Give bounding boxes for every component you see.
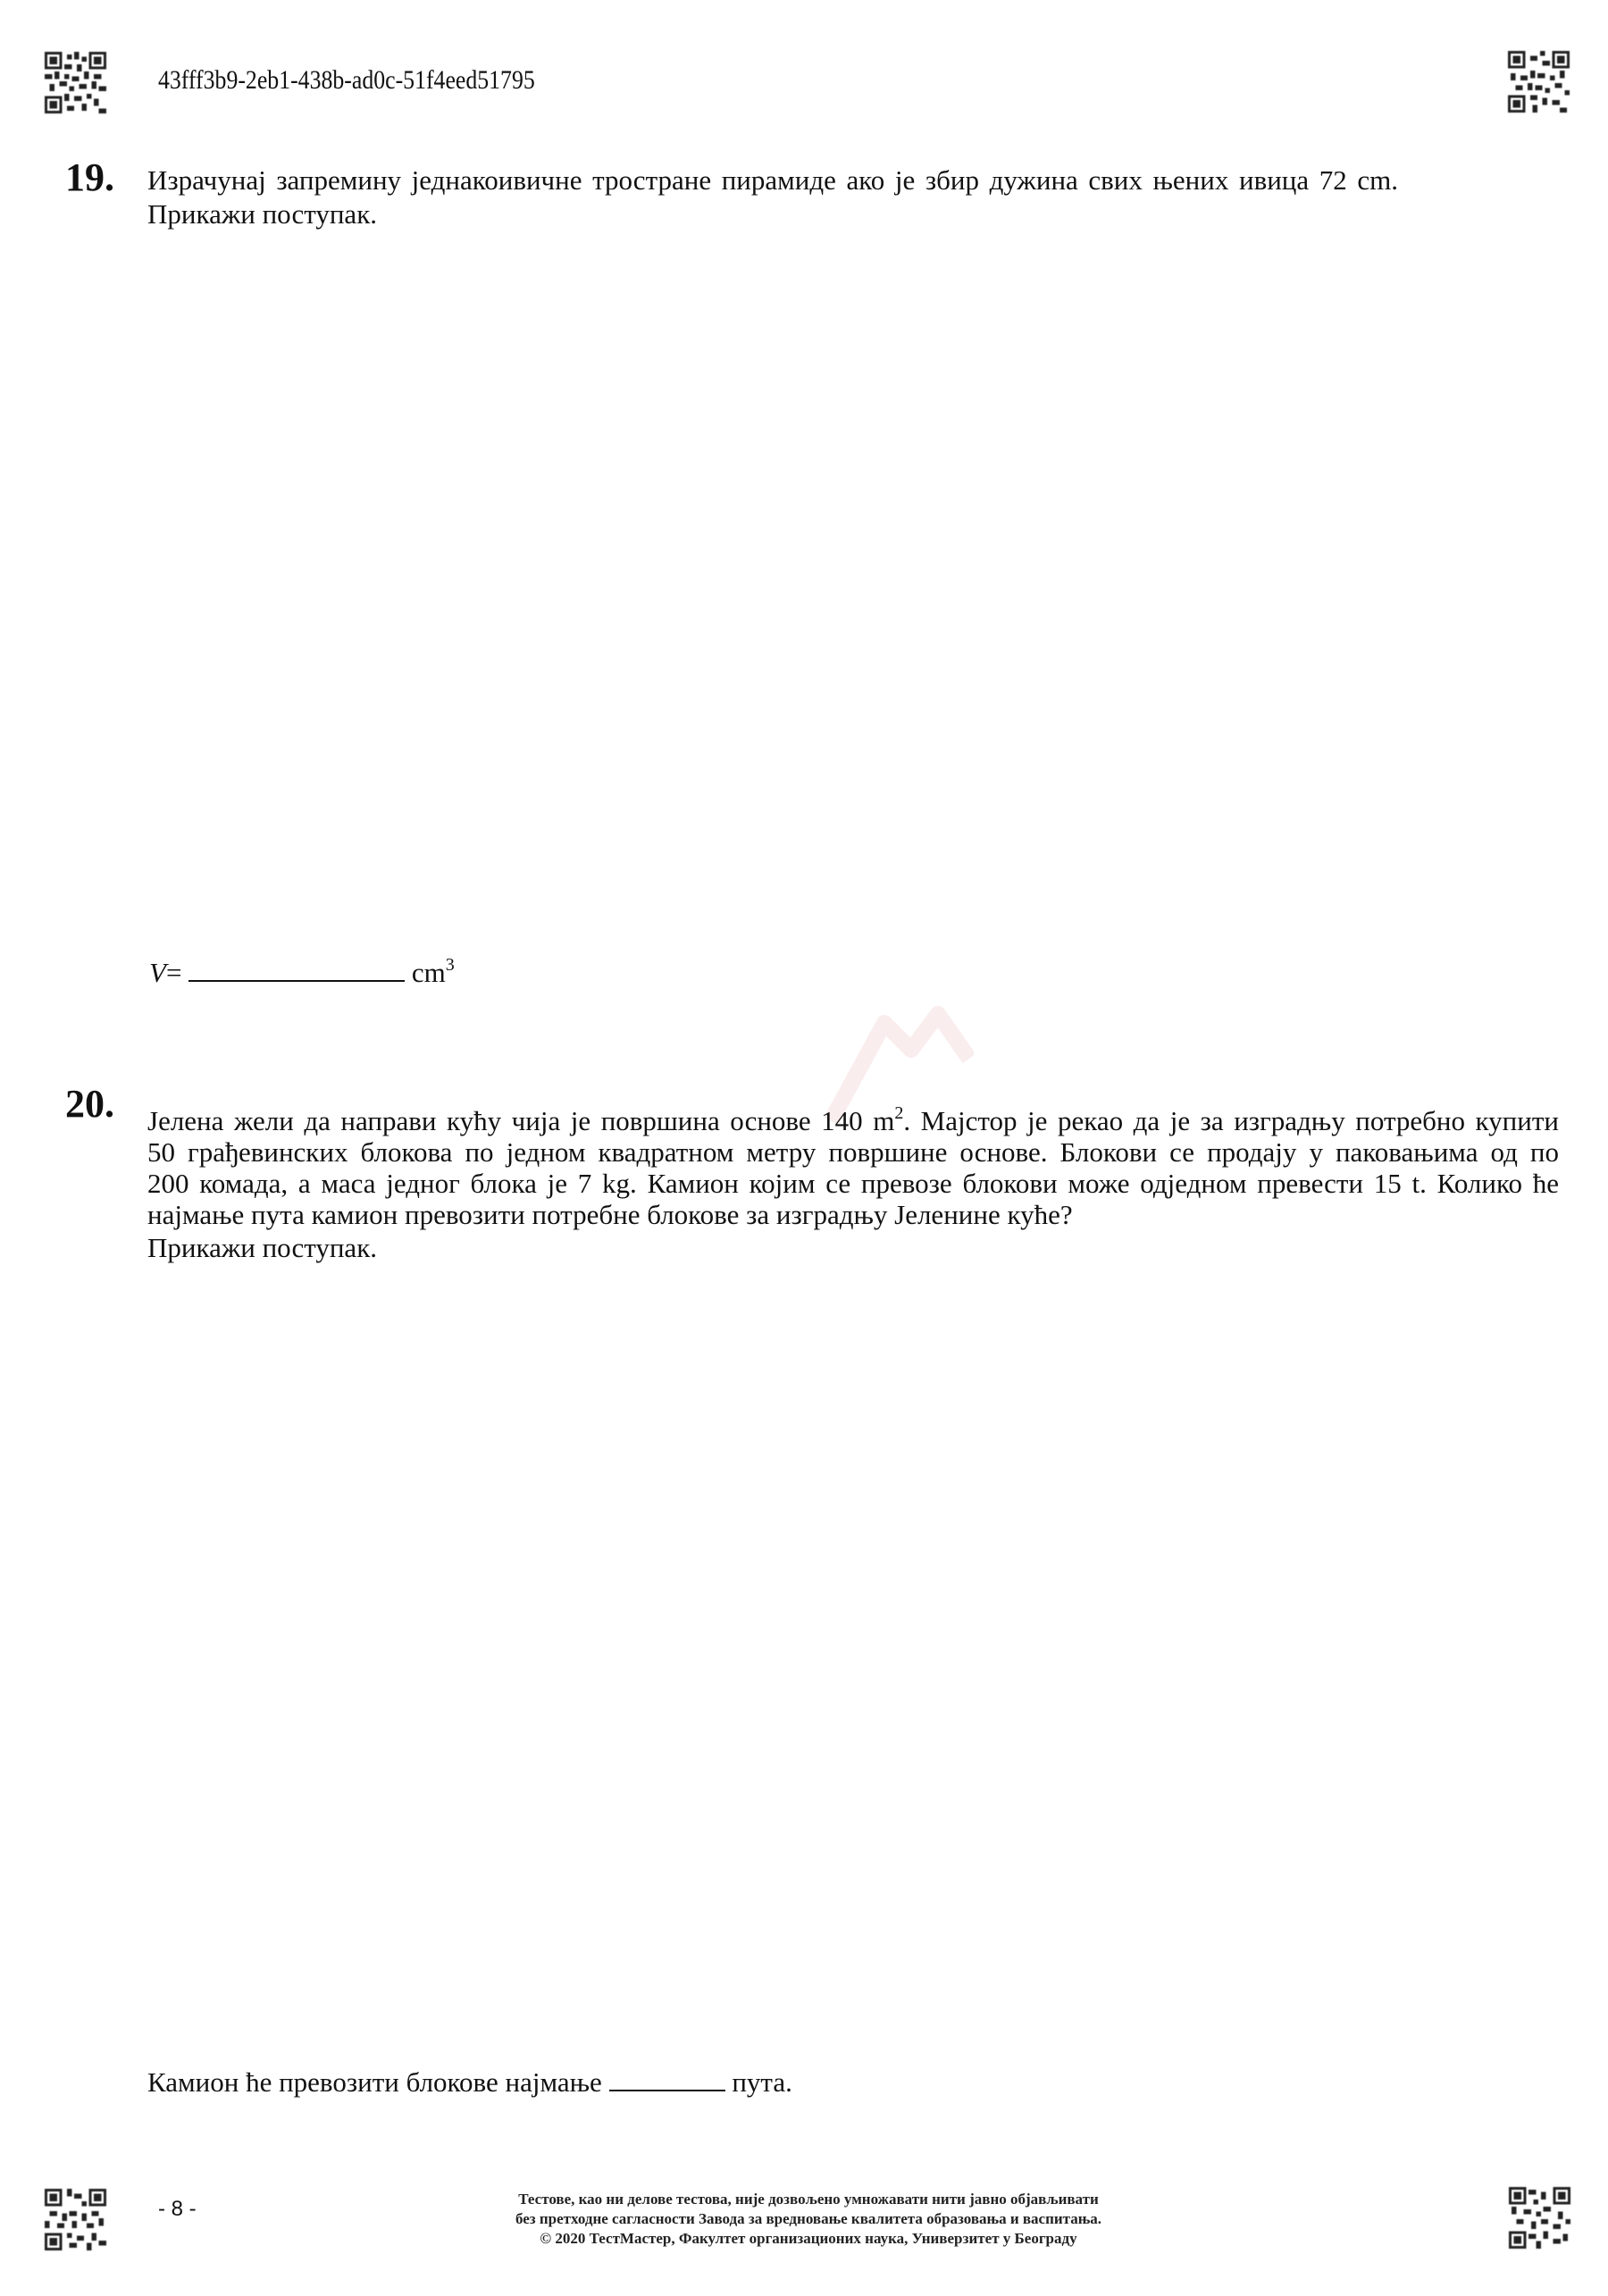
- volume-unit-exponent: 3: [445, 954, 455, 975]
- area-exponent: 2: [894, 1105, 904, 1123]
- copyright-notice: [429, 2190, 1188, 2249]
- qr-code-top-right-icon: [1508, 51, 1570, 113]
- qr-code-top-left-icon: [45, 52, 106, 113]
- question-20-text-line-1: [147, 1105, 1559, 1137]
- page-number: - 8 -: [158, 2197, 197, 2221]
- document-id: 43fff3b9-2eb1-438b-ad0c-51f4eed51795: [158, 65, 535, 95]
- copyright-notice-line-2: без претходне сагласности Завода за вредновање квалитета образовања и васпитања.: [515, 2210, 1102, 2227]
- volume-answer-blank[interactable]: [188, 978, 405, 982]
- equals-sign: =: [165, 957, 182, 988]
- question-20-text-line-2: 50 грађевинских блокова по једном квадратном метру површине основе. Блокови се продају у паковањима од по: [147, 1136, 1559, 1168]
- answer-prefix: Камион ће превозити блокове најмање: [147, 2066, 602, 2098]
- question-19-text-line-2: Прикажи поступак.: [147, 198, 378, 230]
- question-20-text-line-3: 200 комада, а маса једног блока је 7 kg. Камион којим се превозе блокови може одједном превести 15 t. Колико ће: [147, 1168, 1559, 1199]
- question-20-text-line-1b: . Мајстор је рекао да је за изградњу потребно купити: [903, 1105, 1559, 1136]
- question-19-answer: [149, 954, 455, 989]
- volume-label: V: [149, 957, 166, 988]
- qr-code-bottom-right-icon: [1509, 2187, 1570, 2249]
- question-number-20: 20.: [65, 1082, 114, 1126]
- copyright-notice-line-3: © 2020 ТестМастер, Факултет организационих наука, Универзитет у Београду: [540, 2230, 1077, 2247]
- copyright-notice-line-1: Тестове, као ни делове тестова, није дозвољено умножавати нити јавно објављивати: [518, 2191, 1099, 2208]
- volume-unit: cm: [411, 957, 446, 988]
- answer-suffix: пута.: [732, 2066, 792, 2098]
- question-number-19: 19.: [65, 155, 114, 199]
- question-20-text-line-4: најмање пута камион превозити потребне блокове за изградњу Јеленине куће?: [147, 1199, 1073, 1230]
- question-19-text-line-1: Израчунај запремину једнакоивичне тростране пирамиде ако је збир дужина свих њених ивица 72 cm.: [147, 164, 1398, 196]
- question-20-answer: [147, 2066, 792, 2099]
- question-20-text-line-1a: Јелена жели да направи кућу чија је површина основе 140 m: [147, 1105, 895, 1136]
- qr-code-bottom-left-icon: [45, 2189, 106, 2250]
- question-20-text-line-5: Прикажи поступак.: [147, 1232, 378, 1263]
- trips-answer-blank[interactable]: [609, 2088, 725, 2091]
